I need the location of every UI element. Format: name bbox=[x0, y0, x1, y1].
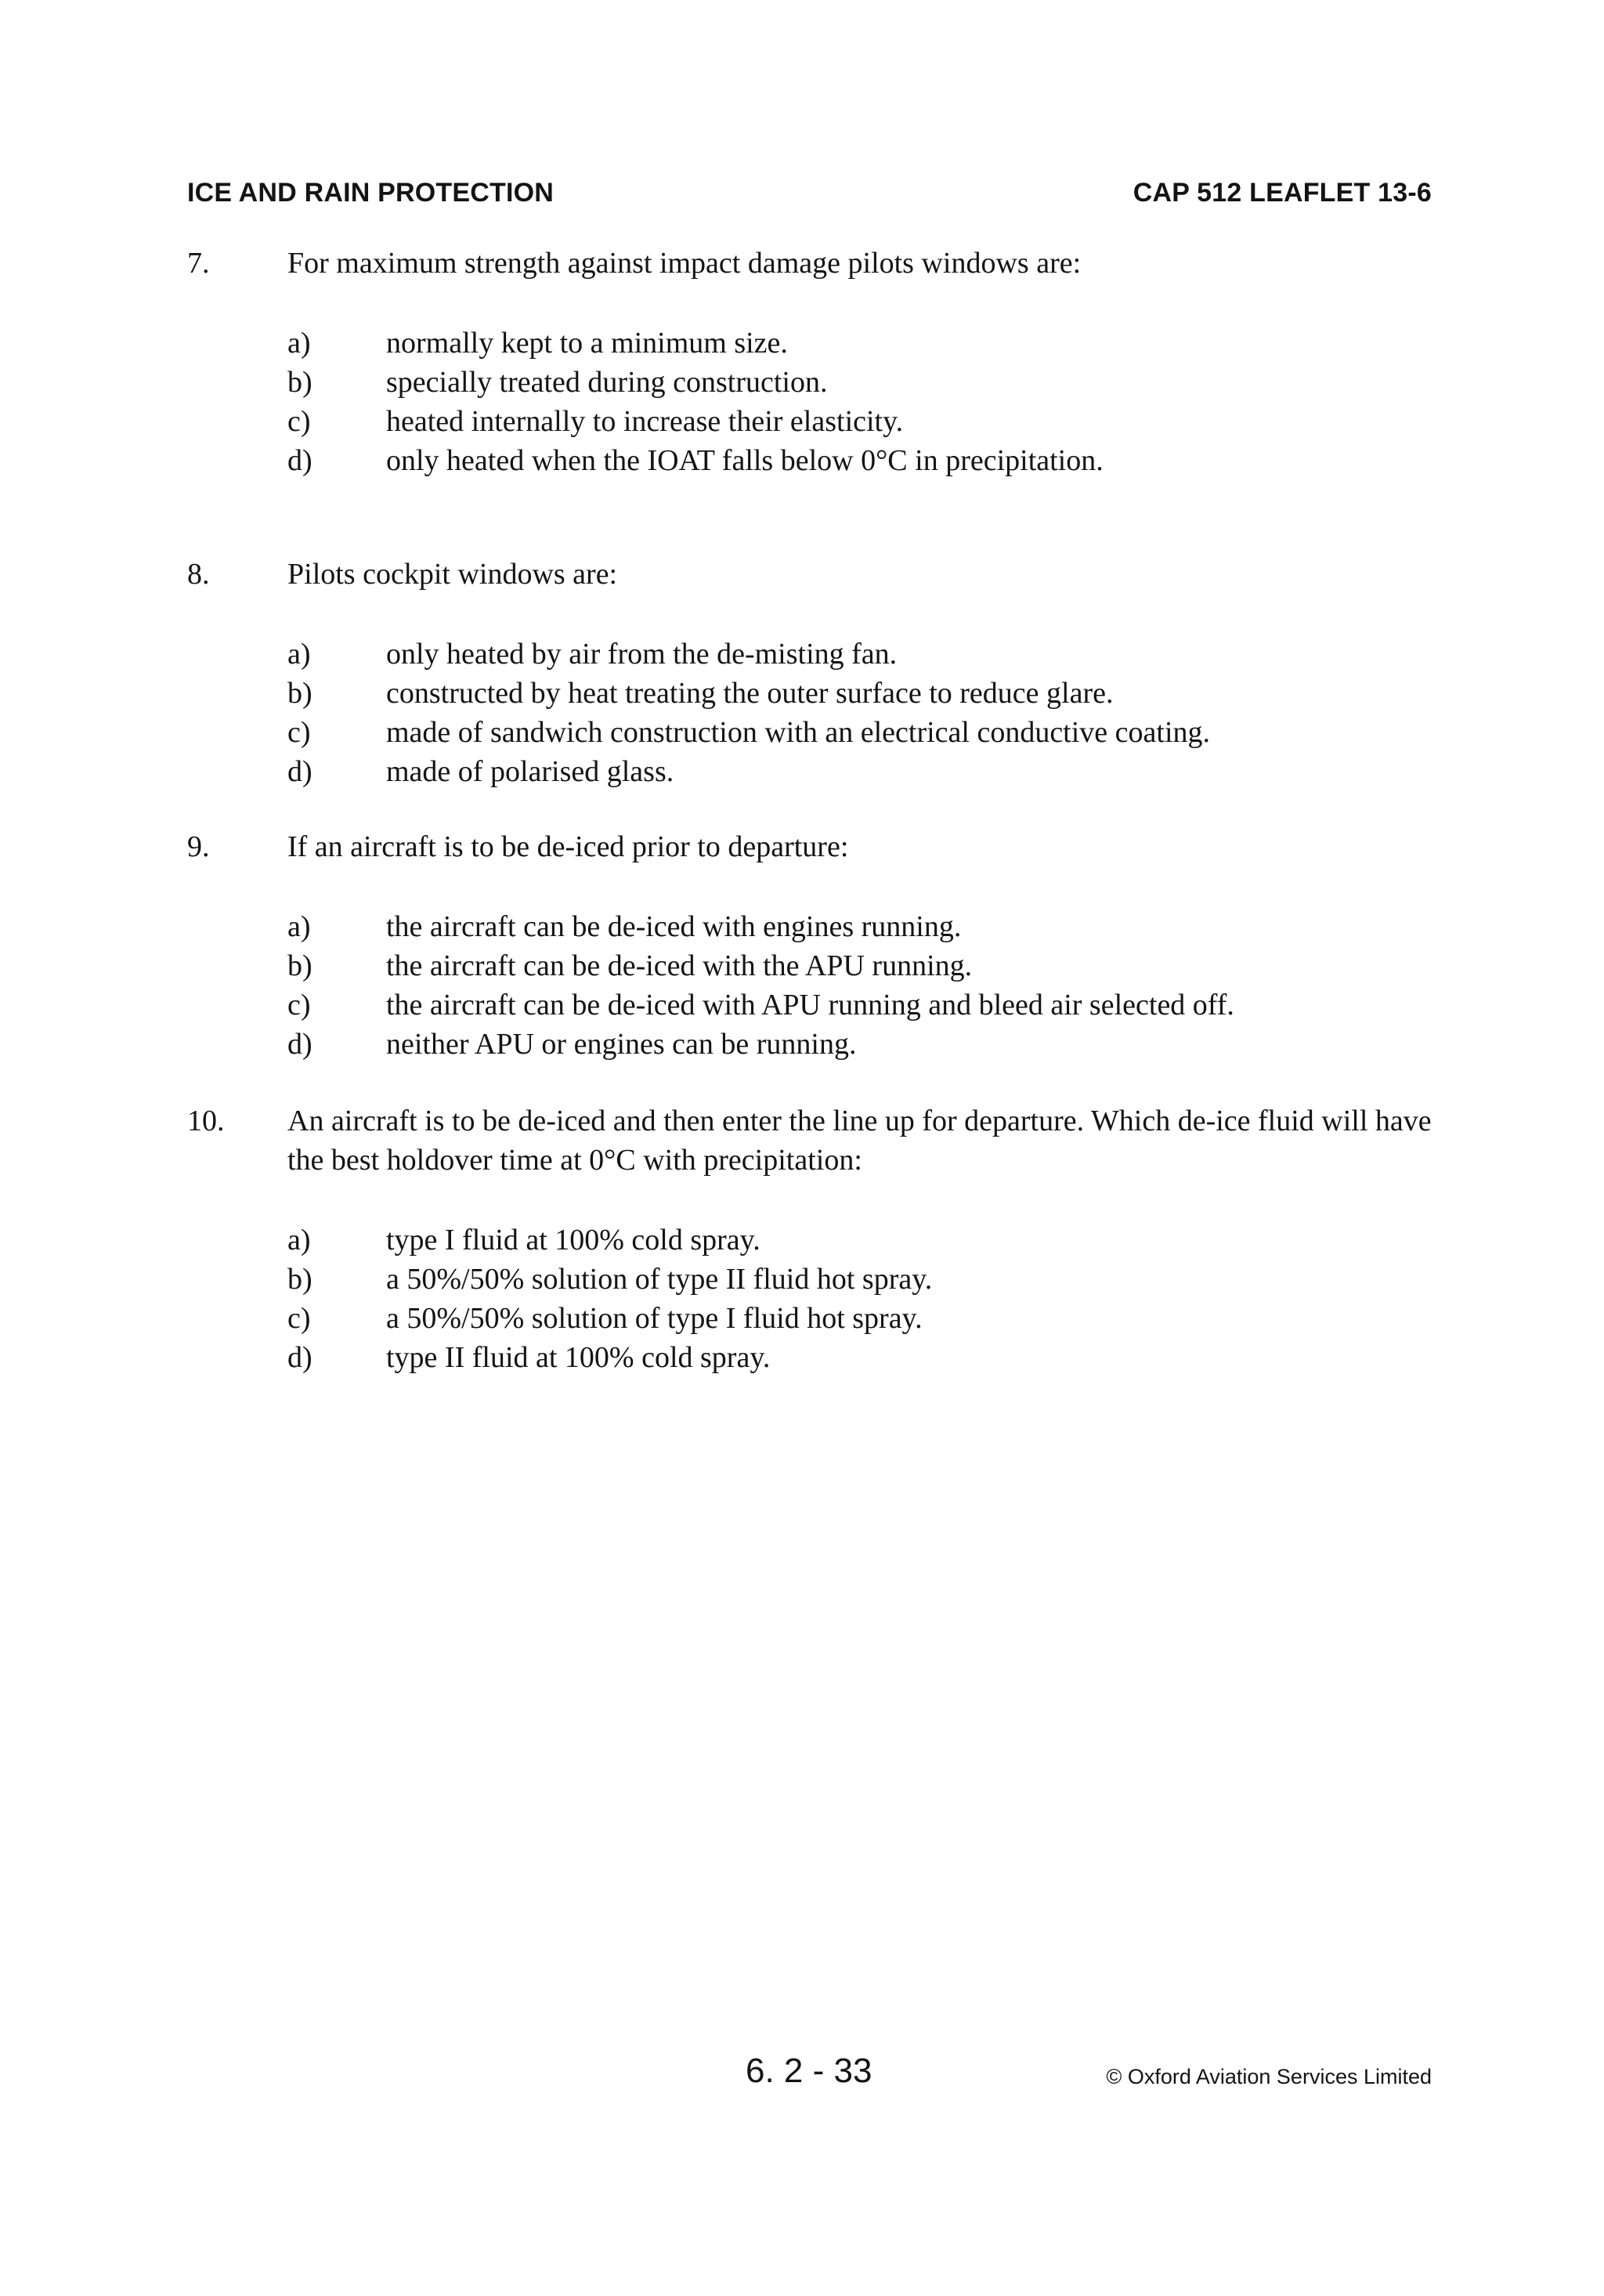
question-8 bbox=[187, 555, 1432, 791]
question-number: 7. bbox=[187, 247, 210, 280]
option-text: the aircraft can be de-iced with engines running. bbox=[386, 910, 962, 943]
option-letter: b) bbox=[287, 677, 312, 710]
option-text: a 50%/50% solution of type II fluid hot spray. bbox=[386, 1263, 933, 1296]
option-text: only heated by air from the de-misting fan. bbox=[386, 638, 898, 671]
option-text: made of polarised glass. bbox=[386, 755, 674, 788]
option-text: the aircraft can be de-iced with the APU running. bbox=[386, 949, 973, 982]
answer-option-b bbox=[187, 674, 1432, 713]
option-text: only heated when the IOAT falls below 0°C in precipitation. bbox=[386, 444, 1104, 477]
question-7 bbox=[187, 244, 1432, 480]
question-stem: Pilots cockpit windows are: bbox=[287, 558, 618, 591]
option-text: a 50%/50% solution of type I fluid hot spray. bbox=[386, 1302, 923, 1335]
answer-option-d bbox=[187, 1025, 1432, 1064]
answer-option-b bbox=[187, 946, 1432, 985]
option-letter: d) bbox=[287, 1028, 312, 1061]
option-text: heated internally to increase their elasticity. bbox=[386, 405, 904, 438]
option-letter: b) bbox=[287, 1263, 312, 1296]
question-number: 8. bbox=[187, 558, 210, 591]
question-number: 9. bbox=[187, 830, 210, 863]
answer-option-c bbox=[187, 713, 1432, 752]
question-stem: For maximum strength against impact damage pilots windows are: bbox=[287, 247, 1082, 280]
header-title: ICE AND RAIN PROTECTION bbox=[187, 178, 555, 208]
option-text: constructed by heat treating the outer surface to reduce glare. bbox=[386, 677, 1114, 710]
page-number: 6. 2 - 33 bbox=[746, 2052, 872, 2090]
question-stem: If an aircraft is to be de-iced prior to departure: bbox=[287, 830, 849, 863]
option-letter: a) bbox=[287, 910, 311, 943]
option-letter: c) bbox=[287, 989, 311, 1021]
question-stem: An aircraft is to be de-iced and then enter the line up for departure. Which de-ice fluid will have the best holdover time at 0°C with precipitation: bbox=[287, 1105, 1432, 1177]
answer-option-a bbox=[187, 907, 1432, 946]
answer-option-a bbox=[187, 324, 1432, 363]
answer-option-c bbox=[187, 985, 1432, 1025]
option-text: the aircraft can be de-iced with APU running and bleed air selected off. bbox=[386, 989, 1234, 1021]
option-letter: b) bbox=[287, 949, 312, 982]
option-text: neither APU or engines can be running. bbox=[386, 1028, 857, 1061]
answer-option-a bbox=[187, 1220, 1432, 1260]
option-letter: d) bbox=[287, 1341, 312, 1374]
answer-options bbox=[187, 324, 1432, 480]
option-letter: d) bbox=[287, 755, 312, 788]
option-text: type II fluid at 100% cold spray. bbox=[386, 1341, 771, 1374]
option-letter: c) bbox=[287, 405, 311, 438]
copyright-notice: © Oxford Aviation Services Limited bbox=[1106, 2065, 1432, 2088]
option-letter: c) bbox=[287, 1302, 311, 1335]
option-letter: b) bbox=[287, 366, 312, 399]
answer-options bbox=[187, 1220, 1432, 1377]
option-letter: d) bbox=[287, 444, 312, 477]
question-10 bbox=[187, 1101, 1432, 1377]
answer-option-c bbox=[187, 1299, 1432, 1338]
answer-option-d bbox=[187, 752, 1432, 791]
option-letter: a) bbox=[287, 638, 311, 671]
option-text: made of sandwich construction with an electrical conductive coating. bbox=[386, 716, 1211, 749]
option-letter: a) bbox=[287, 327, 311, 360]
answer-option-d bbox=[187, 441, 1432, 480]
answer-option-c bbox=[187, 402, 1432, 441]
option-letter: a) bbox=[287, 1224, 311, 1256]
header-leaflet-ref: CAP 512 LEAFLET 13-6 bbox=[1133, 178, 1432, 208]
answer-option-b bbox=[187, 1260, 1432, 1299]
answer-options bbox=[187, 907, 1432, 1064]
question-9 bbox=[187, 827, 1432, 1064]
question-number: 10. bbox=[187, 1105, 225, 1137]
answer-option-b bbox=[187, 363, 1432, 402]
option-text: specially treated during construction. bbox=[386, 366, 828, 399]
option-text: normally kept to a minimum size. bbox=[386, 327, 788, 360]
option-letter: c) bbox=[287, 716, 311, 749]
answer-options bbox=[187, 635, 1432, 791]
option-text: type I fluid at 100% cold spray. bbox=[386, 1224, 760, 1256]
answer-option-a bbox=[187, 635, 1432, 674]
answer-option-d bbox=[187, 1338, 1432, 1377]
